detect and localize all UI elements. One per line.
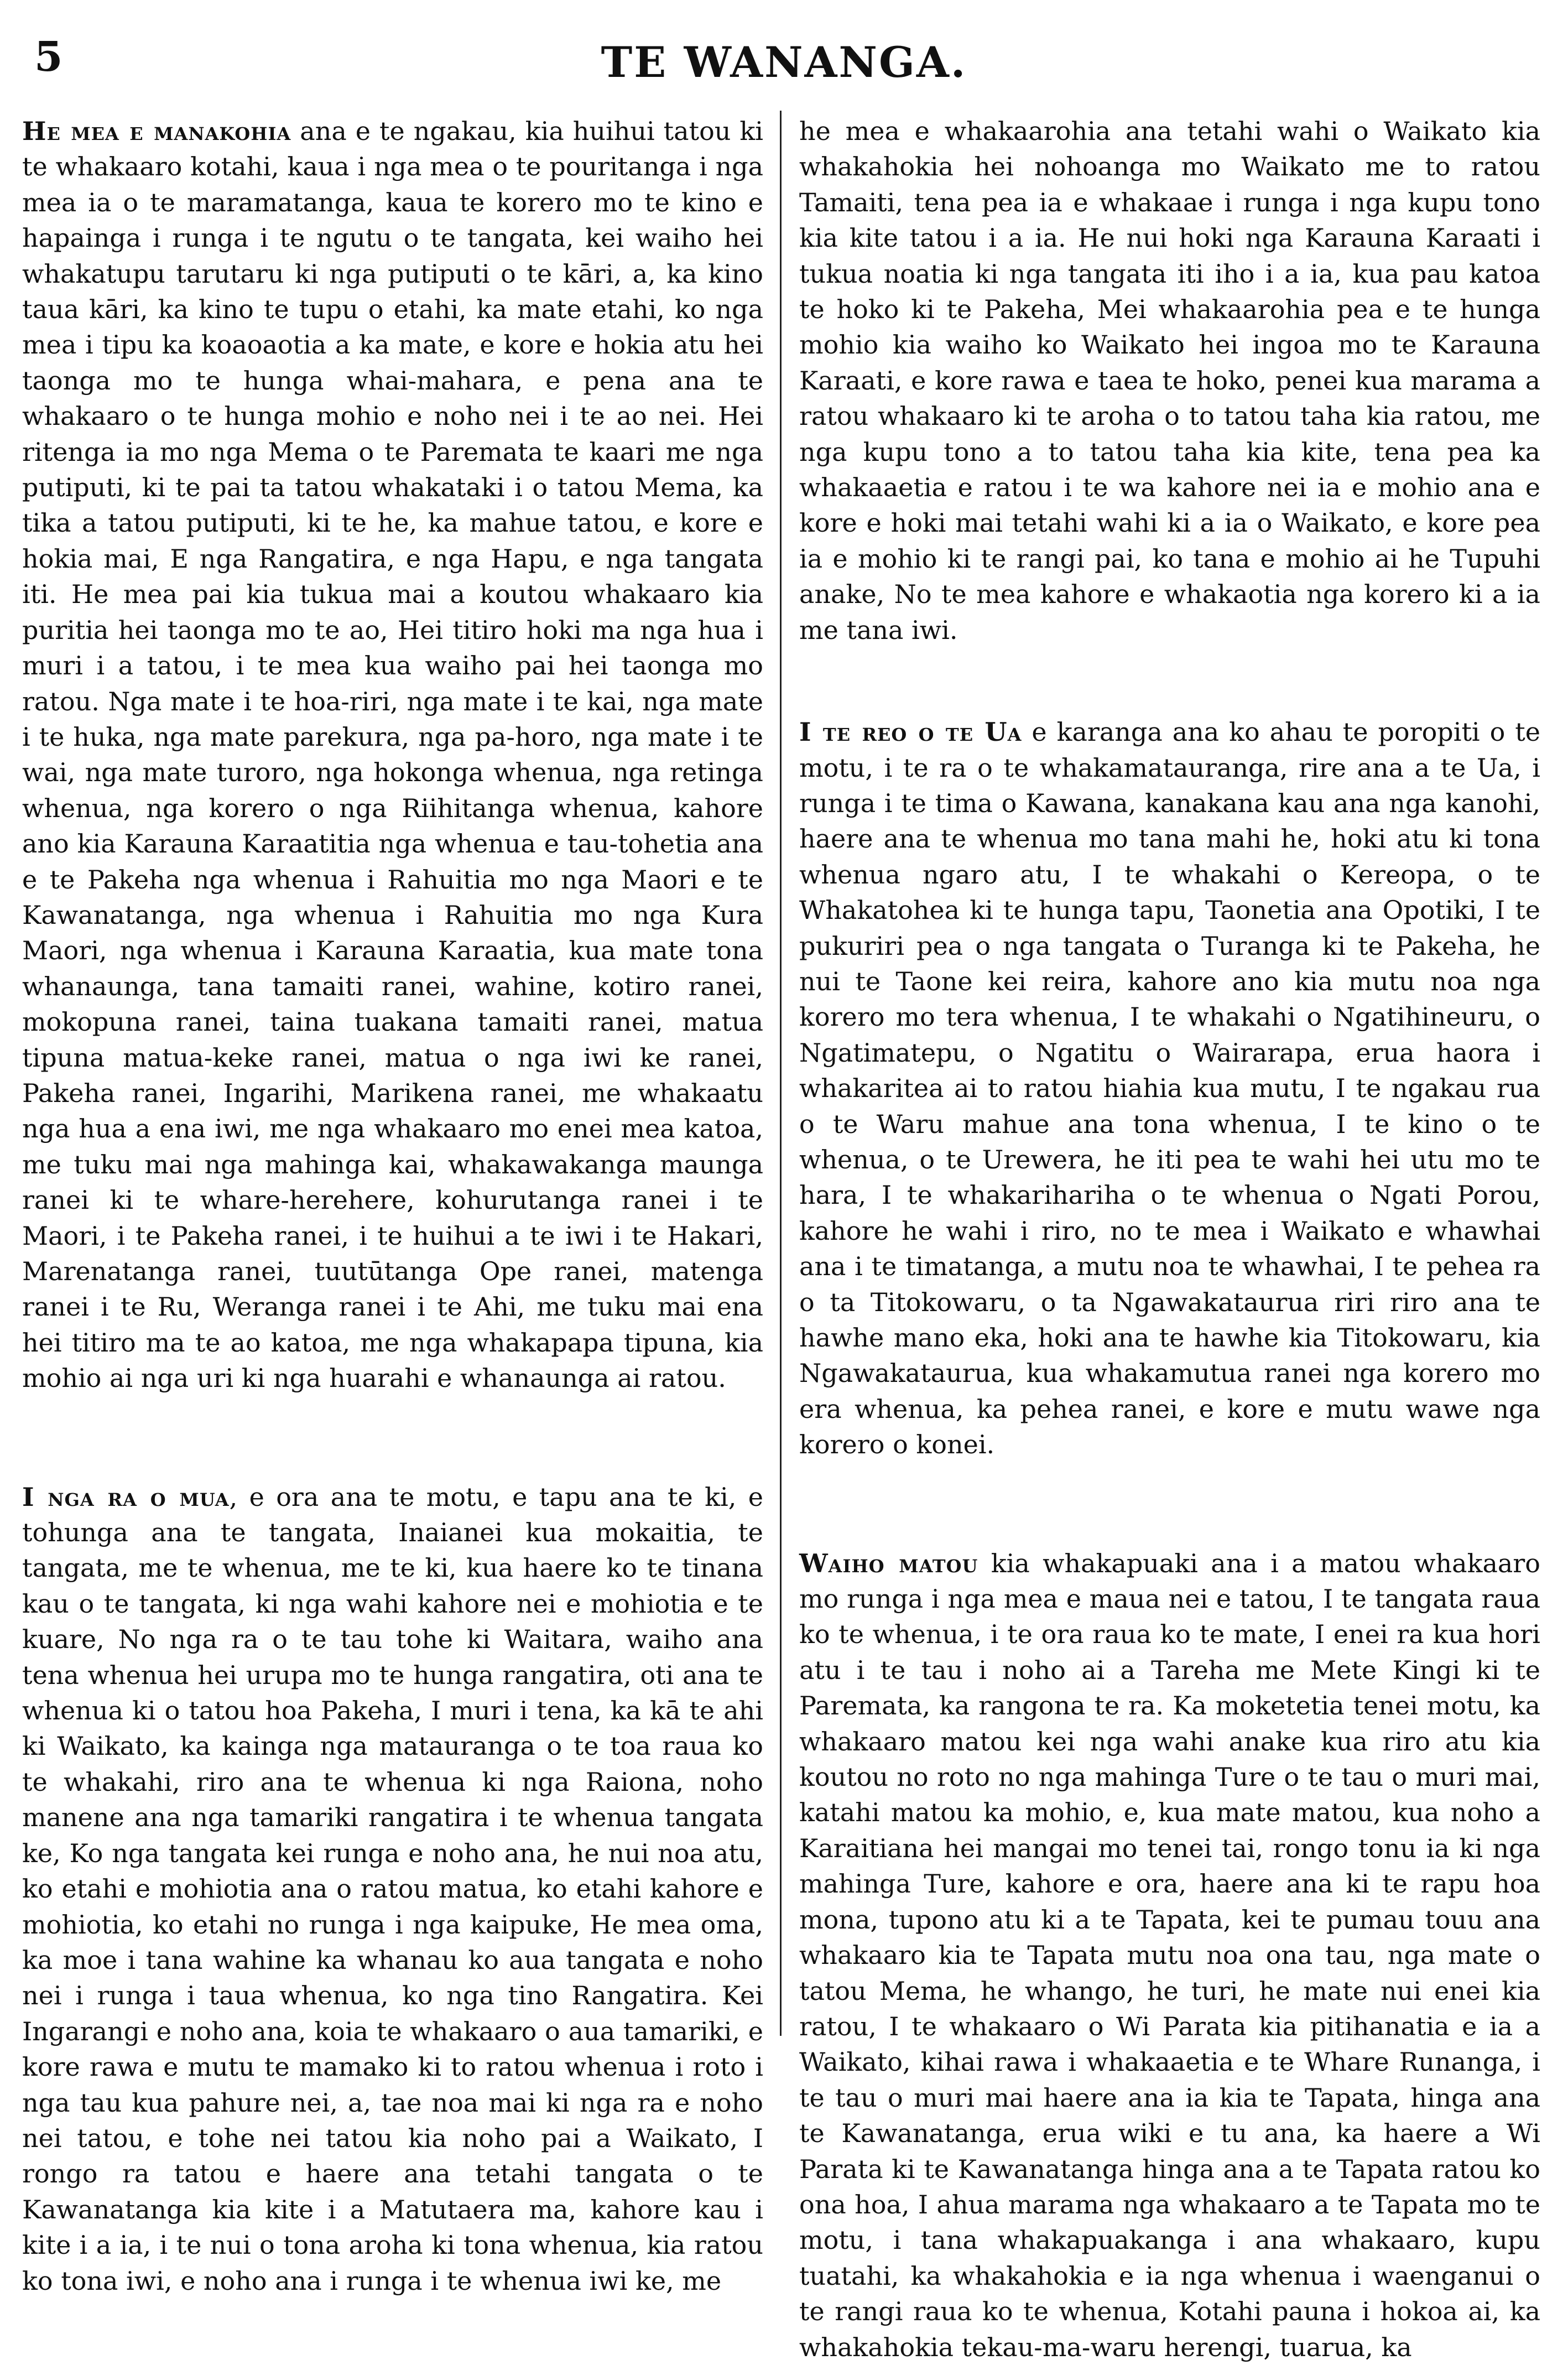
left-column (22, 113, 763, 2299)
paragraph-lead: Waiho matou (799, 1548, 978, 1578)
paragraph-text: he mea e whakaarohia ana tetahi wahi o Waikato kia whakahokia hei nohoanga mo Waikato me to ratou Tamaiti, tena pea ia e whakaae i runga i nga kupu tono kia kite tatou i a ia. He nui hoki nga Karauna Karaati i tukua noatia ki nga tangata iti iho i a ia, kua pau katoa te hoko ki te Pakeha, Mei whakaarohia pea e te hunga mohio kia waiho ko Waikato hei ingoa mo te Karauna Karaati, e kore rawa e taea te hoko, penei kua marama a ratou whakaaro ki te aroha o to tatou taha kia ratou, me nga kupu tono a to tatou taha kia kite, tena pea ka whakaaetia e ratou i te wa kahore nei ia e mohio ana e kore e hoki mai tetahi wahi ki a ia o Waikato, e kore pea ia e mohio ki te rangi pai, ko tana e mohio ai he Tupuhi anake, No te mea kahore e whakaotia nga korero ki a ia me tana iwi. (799, 116, 1540, 645)
column-divider (780, 111, 782, 2036)
paragraph-lead: I te reo o te Ua (799, 717, 1022, 747)
article-paragraph (799, 113, 1540, 648)
paragraph-text: e karanga ana ko ahau te poropiti o te motu, i te ra o te whakamatauranga, rire ana a te Ua, i runga i te tima o Kawana, kanakana kau ana nga kanohi, haere ana te whenua mo tana mahi he, hoki atu ki tona whenua ngaro atu, I te whakahi o Kereopa, o te Whakatohea ki te hunga tapu, Taonetia ana Opotiki, I te pukuriri pea o nga tangata o Turanga ki te Pakeha, he nui te Taone kei reira, kahore ano kia mutu noa nga korero mo tera whenua, I te whakahi o Ngatihineuru, o Ngatimatepu, o Ngatitu o Wairarapa, erua haora i whakaritea ai to ratou hiahia kua mutu, I te ngakau rua o te Waru mahue ana tona whenua, I te kino o te whenua, o te Urewera, he iti pea te wahi hei utu mo te hara, I te whakarihariha o te whenua o Ngati Porou, kahore he wahi i riro, no te mea i Waikato e whawhai ana i te timatanga, a mutu noa te whawhai, I te pehea ra o ta Titokowaru, o ta Ngawakataurua riri riro ana te hawhe mano eka, hoki ana te hawhe kia Titokowaru, kia Ngawakataurua, kua whakamutua ranei nga korero mo era whenua, ka pehea ranei, e kore e mutu wawe nga korero o konei. (799, 717, 1540, 1460)
paragraph-text: kia whakapuaki ana i a matou whakaaro mo runga i nga mea e maua nei e tatou, I te tangata raua ko te whenua, i te ora raua ko te mate, I enei ra kua hori atu i te tau i noho ai a Tareha me Mete Kingi ki te Paremata, ka rangona te ra. Ka moketetia tenei motu, ka whakaaro matou kei nga wahi anake kua riro atu kia koutou no roto no nga mahinga Ture o te tau o muri mai, katahi matou ka mohio, e, kua mate matou, kua noho a Karaitiana hei mangai mo tenei tai, rongo tonu ia ki nga mahinga Ture, kahore e ora, haere ana ki te rapu hoa mona, tupono atu ki a te Tapata, kei te pumau touu ana whakaaro kia te Tapata mutu noa ona tau, nga mate o tatou Mema, he whango, he turi, he mate nui enei kia ratou, I te whakaaro o Wi Parata kia pitihanatia e ia a Waikato, kihai rawa i whakaaetia e te Whare Runanga, i te tau o muri mai haere ana ia kia te Tapata, hinga ana te Kawanatanga, erua wiki e tu ana, ka haere a Wi Parata ki te Kawanatanga hinga ana a te Tapata ratou ko ona hoa, I ahua marama nga whakaaro a te Tapata mo te motu, i tana whakapuakanga i ana whakaaro, kupu tuatahi, ka whakahokia e ia nga whenua i waenganui o te rangi raua ko te whenua, Kotahi pauna i hokoa ai, ka whakahokia tekau-ma-waru herengi, tuarua, ka (799, 1548, 1540, 2362)
page-header (0, 22, 1568, 94)
paragraph-text: ana e te ngakau, kia huihui tatou ki te whakaaro kotahi, kaua i nga mea o te pouritanga i nga mea ia o te maramatanga, kaua te korero mo te kino e hapainga i runga i te ngutu o te tangata, kei waiho hei whakatupu tarutaru ki nga putiputi o te kāri, a, ka kino taua kāri, ka kino te tupu o etahi, ka mate etahi, ko nga mea i tipu ka koaoaotia a ka mate, e kore e hokia atu hei taonga mo te hunga whai-mahara, e pena ana te whakaaro o te hunga mohio e noho nei i te ao nei. Hei ritenga ia mo nga Mema o te Paremata te kaari me nga putiputi, ki te pai ta tatou whakataki i o tatou Mema, ka tika a tatou putiputi, ki te he, ka mahue tatou, e kore e hokia mai, E nga Rangatira, e nga Hapu, e nga tangata iti. He mea pai kia tukua mai a koutou whakaaro kia puritia hei taonga mo te ao, Hei titiro hoki ma nga hua i muri i a tatou, i te mea kua waiho pai hei taonga mo ratou. Nga mate i te hoa-riri, nga mate i te kai, nga mate i te huka, nga mate parekura, nga pa-horo, nga mate i te wai, nga mate turoro, nga hokonga whenua, nga retinga whenua, nga korero o nga Riihitanga whenua, kahore ano kia Karauna Karaatitia nga whenua e tau-tohetia ana e te Pakeha nga whenua i Rahuitia mo nga Maori e te Kawanatanga, nga whenua i Rahuitia mo nga Kura Maori, nga whenua i Karauna Karaatia, kua mate tona whanaunga, tana tamaiti ranei, wahine, kotiro ranei, mokopuna ranei, taina tuakana tamaiti ranei, matua tipuna matua-keke ranei, matua o nga iwi ke ranei, Pakeha ranei, Ingarihi, Marikena ranei, me whakaatu nga hua a ena iwi, me nga whakaaro mo enei mea katoa, me tuku mai nga mahinga kai, whakawakanga maunga ranei ki te whare-herehere, kohurutanga ranei i te Maori, i te Pakeha ranei, i te huihui a te iwi i te Hakari, Marenatanga ranei, tuutūtanga Ope ranei, matenga ranei i te Ru, Weranga ranei i te Ahi, me tuku mai ena hei titiro ma te ao katoa, me nga whakapapa tipuna, kia mohio ai nga uri ki nga huarahi e whanaunga ai ratou. (22, 116, 763, 1394)
right-column (799, 113, 1540, 2365)
paragraph-text: , e ora ana te motu, e tapu ana te ki, e tohunga ana te tangata, Inaianei kua mokaitia, te tangata, me te whenua, me te ki, kua haere ko te tinana kau o te tangata, ki nga wahi kahore nei e mohiotia e te kuare, No nga ra o te tau tohe ki Waitara, waiho ana tena whenua hei urupa mo te hunga rangatira, oti ana te whenua ki o tatou hoa Pakeha, I muri i tena, ka kā te ahi ki Waikato, ka kainga nga matauranga o te toa raua ko te whakahi, riro ana te whenua ki nga Raiona, noho manene ana nga tamariki rangatira i te whenua tangata ke, Ko nga tangata kei runga e noho ana, he nui noa atu, ko etahi e mohiotia ana o ratou matua, ko etahi kahore e mohiotia, ko etahi no runga i nga kaipuke, He mea oma, ka moe i tana wahine ka whanau ko aua tangata e noho nei i runga i taua whenua, ko nga tino Rangatira. Kei Ingarangi e noho ana, koia te whakaaro o aua tamariki, e kore rawa e mutu te mamako ki to ratou whenua i roto i nga tau kua pahure nei, a, tae noa mai ki nga ra e noho nei tatou, e tohe nei tatou kia noho pai a Waikato, I rongo ra tatou e haere ana tetahi tangata o te Kawanatanga kia kite i a Matutaera ma, kahore kau i kite i a ia, i te nui o tona aroha ki tona whenua, kia ratou ko tona iwi, e noho ana i runga i te whenua iwi ke, me (22, 1482, 763, 2296)
article-paragraph (22, 113, 763, 1396)
newspaper-title: TE WANANGA. (601, 38, 967, 87)
article-paragraph (22, 1479, 763, 2299)
article-paragraph (799, 1546, 1540, 2365)
paragraph-lead: I nga ra o mua (22, 1482, 230, 1512)
article-paragraph (799, 714, 1540, 1463)
page-number: 5 (34, 33, 63, 81)
paragraph-lead: He mea e manakohia (22, 116, 291, 146)
